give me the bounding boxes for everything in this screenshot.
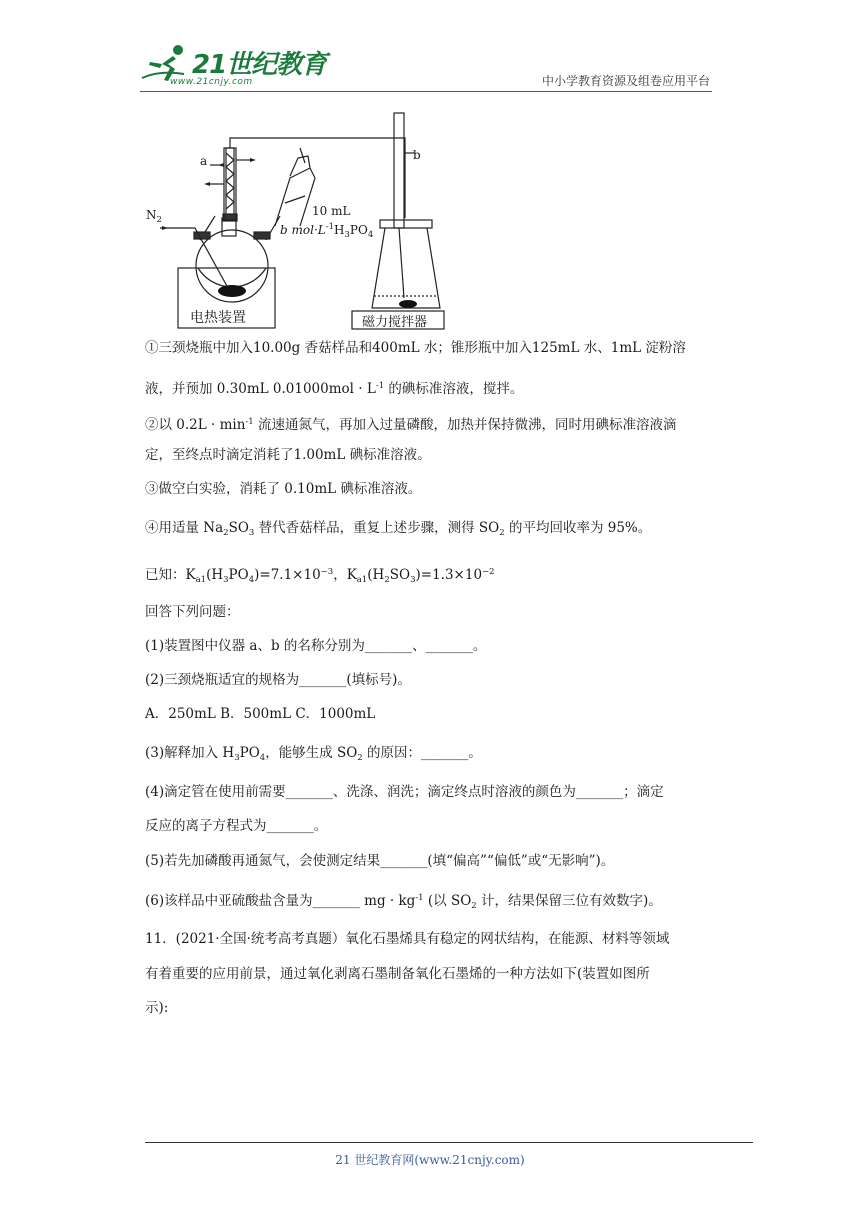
step-3: ③做空白实验，消耗了 0.10mL 碘标准溶液。	[145, 481, 422, 497]
question-3: (3)解释加入 $H_3PO_4$，能够生成 $SO_2$ 的原因：_______。	[145, 745, 482, 763]
question-2: (2)三颈烧瓶适宜的规格为_______(填标号)。	[145, 672, 411, 688]
step-4: ④用适量 $Na_2SO_3$ 替代香菇样品，重复上述步骤，测得 $SO_2$ 的平均回收率为 95%。	[145, 520, 652, 538]
apparatus-diagram	[140, 108, 460, 333]
question-4-line-1: (4)滴定管在使用前需要_______、洗涤、润洗；滴定终点时溶液的颜色为_______；滴定	[145, 784, 664, 800]
question-5: (5)若先加磷酸再通氮气，会使测定结果_______(填“偏高”“偏低”或“无影响”)。	[145, 853, 615, 869]
footer-link[interactable]: 21 世纪教育网(www.21cnjy.com)	[335, 1153, 525, 1167]
logo-url: www.21cnjy.com	[170, 77, 253, 87]
question-2-options: A．250mL B．500mL C．1000mL	[145, 706, 376, 722]
answer-prompt: 回答下列问题：	[145, 604, 240, 620]
question-11-line-1: 11．(2021·全国·统考高考真题）氧化石墨烯具有稳定的网状结构，在能源、材料等领域	[145, 931, 670, 947]
step-1-line-1: ①三颈烧瓶中加入10.00g 香菇样品和400mL 水；锥形瓶中加入125mL 水、1mL 淀粉溶	[145, 340, 686, 356]
logo-text: 21世纪教育	[192, 50, 327, 80]
site-logo[interactable]	[140, 44, 340, 94]
label-concentration: b $mol\cdot L^{-1}H_3PO_4$	[280, 222, 374, 240]
label-a: a	[200, 154, 208, 168]
question-11-line-2: 有着重要的应用前景，通过氧化剥离石墨制备氧化石墨烯的一种方法如下(装置如图所	[145, 966, 650, 982]
header-divider	[140, 91, 712, 92]
step-2-line-1: ②以 $0.2L \cdot \min^{-1}$ 流速通氮气，再加入过量磷酸，加热并保持微沸，同时用碘标准溶液滴	[145, 417, 677, 433]
platform-name: 中小学教育资源及组卷应用平台	[541, 74, 710, 88]
question-1: (1)装置图中仪器 a、b 的名称分别为_______、_______。	[145, 638, 487, 654]
label-stirrer: 磁力搅拌器	[362, 315, 428, 330]
known-constants: 已知：$K_{a1}(H_3PO_4)=7.1\times 10^{-3}$，$K_{a1}(H_2SO_3)=1.3\times 10^{-2}$	[145, 567, 495, 585]
step-2-line-2: 定，至终点时滴定消耗了1.00mL 碘标准溶液。	[145, 447, 431, 463]
question-6: (6)该样品中亚硫酸盐含量为_______ mg · $kg^{-1}$ (以 $SO_2$ 计，结果保留三位有效数字)。	[145, 893, 662, 911]
label-volume: 10 mL	[312, 204, 351, 218]
question-4-line-2: 反应的离子方程式为_______。	[145, 818, 328, 834]
label-n2: $N_2$	[146, 208, 162, 225]
step-1-line-2: 液，并预加 0.30mL $0.01000mol \cdot L^{-1}$ 的碘标准溶液，搅拌。	[145, 381, 524, 397]
apparatus-figure	[140, 108, 460, 333]
label-b: b	[413, 148, 421, 162]
label-heater: 电热装置	[190, 310, 246, 326]
question-11-line-3: 示):	[145, 1000, 169, 1016]
footer-divider	[145, 1142, 753, 1143]
page-header	[0, 0, 860, 100]
